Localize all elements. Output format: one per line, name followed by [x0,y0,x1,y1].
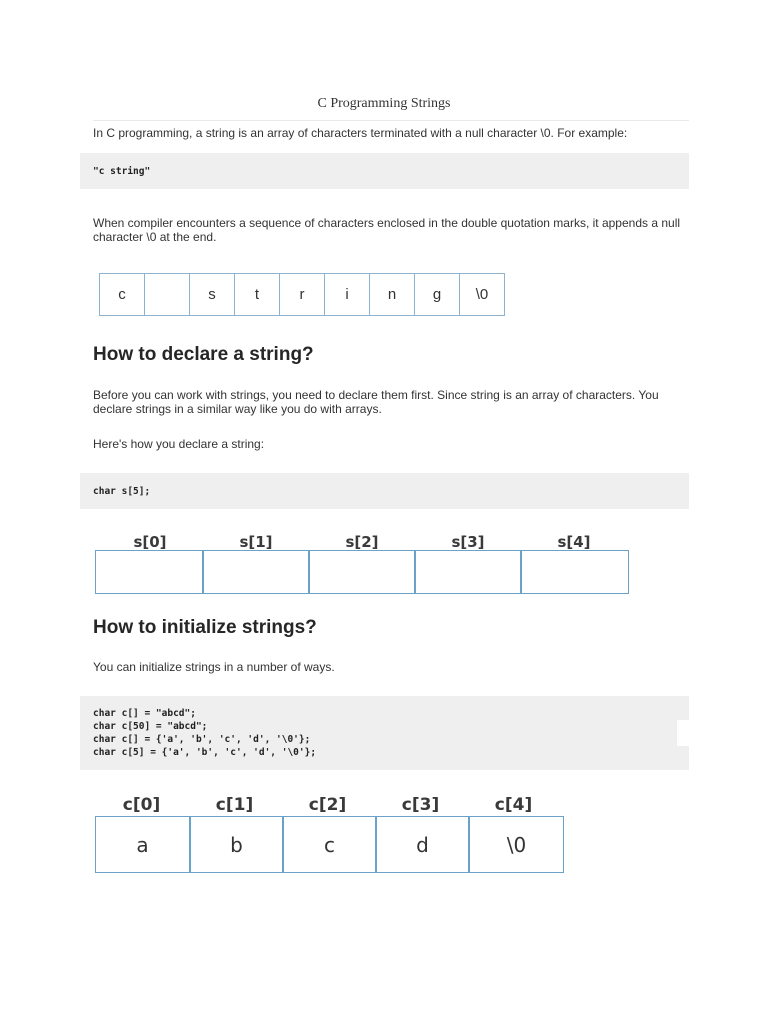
string-cell: n [370,274,415,315]
string-cell: s [190,274,235,315]
initialize-heading: How to initialize strings? [93,617,317,638]
declare-paragraph: Before you can work with strings, you need to declare them first. Since string is an array of characters. You declare strings in a similar way like you do with arrays. [93,388,659,416]
initialize-code-block [80,696,689,770]
array-index-label: c[3] [401,795,440,815]
array-box [416,551,522,593]
string-cell: c [100,274,145,315]
example-code-block [80,153,689,189]
code-line: char c[] = "abcd"; [93,708,196,719]
declare-code: char s[5]; [93,486,151,497]
array-index-label: s[4] [557,533,591,551]
declare-index-row [97,533,627,551]
code-scroll-strip [677,720,689,746]
array-index-label: s[1] [239,533,273,551]
code-line: char c[5] = {'a', 'b', 'c', 'd', '\0'}; [93,747,317,758]
array-index-label: c[4] [494,795,533,815]
array-box [96,551,204,593]
string-cells-diagram [99,273,505,316]
initialize-index-row [95,795,560,815]
string-cell: g [415,274,460,315]
declare-code-block [80,473,689,509]
string-cell [145,274,190,315]
code-line: char c[50] = "abcd"; [93,721,208,732]
string-cell: \0 [475,286,489,303]
array-index-label: c[0] [122,795,161,815]
declare-array-boxes [95,550,629,594]
code-line: char c[] = {'a', 'b', 'c', 'd', '\0'}; [93,734,311,745]
intro-paragraph: In C programming, a string is an array of characters terminated with a null character \0. For example: [93,126,628,140]
array-value-box: d [377,817,470,872]
array-index-label: s[0] [133,533,167,551]
array-box [204,551,310,593]
string-cell: t [235,274,280,315]
declare-intro: Here's how you declare a string: [93,437,265,451]
array-box [310,551,416,593]
array-index-label: s[3] [451,533,485,551]
page-title: C Programming Strings [317,96,451,111]
string-cell: r [280,274,325,315]
array-value-box: b [191,817,284,872]
declare-heading: How to declare a string? [93,344,314,365]
array-box [522,551,628,593]
string-cell: i [325,274,370,315]
initialize-array-boxes [95,816,564,873]
example-code: "c string" [93,166,151,177]
array-value-box: \0 [506,832,527,857]
compiler-paragraph: When compiler encounters a sequence of characters enclosed in the double quotation marks, it appends a null character \0 at the end. [93,216,681,244]
array-value-box: a [96,817,191,872]
array-index-label: c[1] [215,795,254,815]
array-value-box: c [284,817,377,872]
title-divider [93,120,689,121]
initialize-paragraph: You can initialize strings in a number of ways. [93,660,335,674]
array-index-label: c[2] [308,795,347,815]
array-index-label: s[2] [345,533,379,551]
